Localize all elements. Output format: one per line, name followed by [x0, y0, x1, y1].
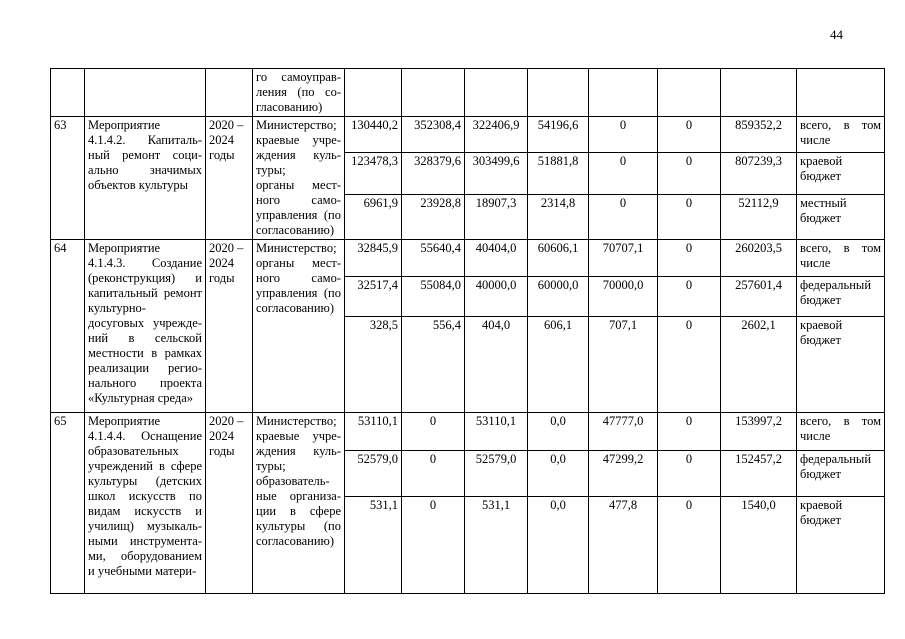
period-line: 2020 – — [209, 241, 244, 255]
executor-line: ного само- — [256, 193, 341, 207]
value-cell: 40404,0 — [465, 240, 528, 277]
executor-line: управления (по — [256, 286, 341, 300]
value-cell: 0 — [658, 317, 721, 413]
value-cell: 707,1 — [589, 317, 658, 413]
total-cell: 152457,2 — [721, 451, 797, 497]
title-line: 4.1.4.3. Создание — [88, 256, 202, 270]
executor-line: органы мест- — [256, 256, 341, 270]
funding-source — [797, 451, 885, 497]
executor-line: культуры (по — [256, 519, 341, 533]
title-line: культурно- — [88, 301, 146, 315]
value-cell: 531,1 — [345, 497, 402, 594]
value-cell: 53110,1 — [465, 413, 528, 451]
executor-line: управления (по — [256, 208, 341, 222]
source-line: числе — [800, 429, 831, 443]
executor-cell — [253, 69, 345, 117]
value-cell: 352308,4 — [402, 117, 465, 153]
value-cell: 531,1 — [465, 497, 528, 594]
value-cell: 0 — [589, 194, 658, 239]
value-cell: 70000,0 — [589, 277, 658, 317]
title-line: Мероприятие — [88, 118, 161, 132]
value-cell: 0 — [402, 497, 465, 594]
title-line: нального проекта — [88, 376, 202, 390]
title-line: школ искусств по — [88, 489, 202, 503]
title-line: Мероприятие — [88, 414, 161, 428]
row-index: 63 — [51, 117, 85, 240]
executor-line: согласованию) — [256, 534, 335, 548]
value-cell: 0 — [658, 451, 721, 497]
value-cell: 0 — [402, 413, 465, 451]
title-line: досуговых учрежде- — [88, 316, 202, 330]
value-cell: 328,5 — [345, 317, 402, 413]
value-cell: 606,1 — [528, 317, 589, 413]
value-cell: 54196,6 — [528, 117, 589, 153]
funding-source — [797, 277, 885, 317]
value-cell: 52579,0 — [465, 451, 528, 497]
value-cell: 2314,8 — [528, 194, 589, 239]
period-line: годы — [209, 444, 235, 458]
value-cell: 60606,1 — [528, 240, 589, 277]
value-cell: 322406,9 — [465, 117, 528, 153]
value-cell: 477,8 — [589, 497, 658, 594]
funding-source — [797, 413, 885, 451]
measures-table — [50, 68, 885, 594]
value-cell: 53110,1 — [345, 413, 402, 451]
measure-title — [85, 240, 206, 413]
value-cell: 0 — [589, 117, 658, 153]
source-line: бюджет — [800, 333, 841, 347]
value-cell: 32845,9 — [345, 240, 402, 277]
source-line: числе — [800, 256, 831, 270]
period-line: 2020 – — [209, 414, 244, 428]
value-cell: 0 — [402, 451, 465, 497]
source-line: краевой — [800, 498, 843, 512]
executor-line: Министерство; — [256, 118, 337, 132]
row-index: 65 — [51, 413, 85, 594]
value-cell: 0 — [658, 153, 721, 194]
source-cell — [797, 69, 885, 117]
value-cell: 51881,8 — [528, 153, 589, 194]
measure-title — [85, 413, 206, 594]
period-line: 2024 — [209, 256, 234, 270]
value-cell: 52579,0 — [345, 451, 402, 497]
value-cell: 0 — [658, 277, 721, 317]
value-cell: 18907,3 — [465, 194, 528, 239]
executor-line: туры; — [256, 459, 286, 473]
value-cell: 556,4 — [402, 317, 465, 413]
value-cell: 60000,0 — [528, 277, 589, 317]
funding-source — [797, 153, 885, 194]
value-cell: 32517,4 — [345, 277, 402, 317]
value-cell: 0 — [658, 194, 721, 239]
value-cell: 0 — [658, 240, 721, 277]
value-cell: 70707,1 — [589, 240, 658, 277]
executor-line: органы мест- — [256, 178, 341, 192]
table-row — [51, 413, 885, 451]
value-cell: 55640,4 — [402, 240, 465, 277]
value-cell: 55084,0 — [402, 277, 465, 317]
value-cell — [465, 69, 528, 117]
title-line: 4.1.4.2. Капиталь- — [88, 133, 202, 147]
total-cell: 1540,0 — [721, 497, 797, 594]
period-cell — [206, 240, 253, 413]
title-line: учреждений в сфере — [88, 459, 202, 473]
title-line: училищ) музыкаль- — [88, 519, 202, 533]
period-cell — [206, 413, 253, 594]
period-line: годы — [209, 271, 235, 285]
title-line: 4.1.4.4. Оснащение — [88, 429, 202, 443]
title-line: ными инструмента- — [88, 534, 202, 548]
period-cell — [206, 69, 253, 117]
title-line: образовательных — [88, 444, 179, 458]
executor-line: ного само- — [256, 271, 341, 285]
source-line: бюджет — [800, 467, 841, 481]
executor-cell — [253, 240, 345, 413]
funding-source — [797, 317, 885, 413]
period-line: годы — [209, 148, 235, 162]
value-cell — [589, 69, 658, 117]
total-cell: 260203,5 — [721, 240, 797, 277]
executor-cell — [253, 117, 345, 240]
value-cell: 0,0 — [528, 451, 589, 497]
source-line: всего, в том — [800, 241, 881, 255]
source-line: краевой — [800, 318, 843, 332]
total-cell: 257601,4 — [721, 277, 797, 317]
title-line: и учебными матери- — [88, 564, 197, 578]
executor-line: краевые учре- — [256, 133, 341, 147]
value-cell: 123478,3 — [345, 153, 402, 194]
value-cell: 0,0 — [528, 497, 589, 594]
executor-line: ции в сфере — [256, 504, 341, 518]
value-cell: 130440,2 — [345, 117, 402, 153]
value-cell: 404,0 — [465, 317, 528, 413]
title-line: ный ремонт соци- — [88, 148, 202, 162]
source-line: бюджет — [800, 513, 841, 527]
value-cell — [528, 69, 589, 117]
title-line: реализации регио- — [88, 361, 202, 375]
period-line: 2020 – — [209, 118, 244, 132]
executor-line: Министерство; — [256, 414, 337, 428]
period-line: 2024 — [209, 429, 234, 443]
page-number: 44 — [830, 27, 843, 42]
executor-line: образователь- — [256, 474, 330, 488]
value-cell: 47299,2 — [589, 451, 658, 497]
value-cell: 0 — [589, 153, 658, 194]
funding-source — [797, 194, 885, 239]
table-row — [51, 240, 885, 277]
executor-line: Министерство; — [256, 241, 337, 255]
title-line: ний в сельской — [88, 331, 202, 345]
value-cell: 303499,6 — [465, 153, 528, 194]
source-line: бюджет — [800, 169, 841, 184]
executor-cell — [253, 413, 345, 594]
value-cell: 328379,6 — [402, 153, 465, 194]
value-cell: 0 — [658, 497, 721, 594]
title-line: ми, оборудованием — [88, 549, 202, 563]
title-line: местности в рамках — [88, 346, 202, 360]
value-cell: 6961,9 — [345, 194, 402, 239]
executor-line: краевые учре- — [256, 429, 341, 443]
total-cell: 52112,9 — [721, 194, 797, 239]
period-cell — [206, 117, 253, 240]
source-line: бюджет — [800, 293, 841, 307]
title-line: (реконструкция) и — [88, 271, 202, 285]
title-line: видам искусств и — [88, 504, 202, 518]
source-line: местный — [800, 195, 847, 210]
title-line: ально значимых — [88, 163, 202, 177]
executor-line: ждения куль- — [256, 148, 341, 162]
table-row — [51, 117, 885, 153]
total-cell: 859352,2 — [721, 117, 797, 153]
source-line: бюджет — [800, 210, 841, 225]
source-line: федеральный — [800, 278, 872, 292]
index-cell — [51, 69, 85, 117]
title-line: «Культурная среда» — [88, 391, 194, 405]
total-cell — [721, 69, 797, 117]
title-line: объектов культуры — [88, 178, 189, 192]
row-index: 64 — [51, 240, 85, 413]
value-cell: 23928,8 — [402, 194, 465, 239]
executor-line: гласованию) — [256, 100, 323, 114]
source-line: всего, в том — [800, 414, 881, 428]
value-cell: 0 — [658, 117, 721, 153]
value-cell — [658, 69, 721, 117]
title-cell — [85, 69, 206, 117]
total-cell: 153997,2 — [721, 413, 797, 451]
continuation-row — [51, 69, 885, 117]
table-body — [51, 69, 885, 594]
total-cell: 807239,3 — [721, 153, 797, 194]
source-line: краевой — [800, 154, 843, 169]
executor-line: ные организа- — [256, 489, 341, 503]
executor-line: ждения куль- — [256, 444, 341, 458]
executor-line: го самоуправ- — [256, 70, 341, 84]
measure-title — [85, 117, 206, 240]
executor-line: ления (по со- — [256, 85, 341, 99]
value-cell: 0 — [658, 413, 721, 451]
executor-line: туры; — [256, 163, 286, 177]
title-line: Мероприятие — [88, 241, 161, 255]
period-line: 2024 — [209, 133, 234, 147]
source-line: федеральный — [800, 452, 872, 466]
executor-line: согласованию) — [256, 301, 335, 315]
value-cell: 0,0 — [528, 413, 589, 451]
value-cell: 47777,0 — [589, 413, 658, 451]
value-cell — [402, 69, 465, 117]
value-cell — [345, 69, 402, 117]
funding-source — [797, 240, 885, 277]
title-line: капитальный ремонт — [88, 286, 202, 300]
executor-line: согласованию) — [256, 223, 335, 237]
source-line: всего, в том — [800, 118, 881, 132]
source-line: числе — [800, 133, 831, 147]
total-cell: 2602,1 — [721, 317, 797, 413]
funding-source — [797, 497, 885, 594]
funding-source — [797, 117, 885, 153]
title-line: культуры (детских — [88, 474, 202, 488]
value-cell: 40000,0 — [465, 277, 528, 317]
